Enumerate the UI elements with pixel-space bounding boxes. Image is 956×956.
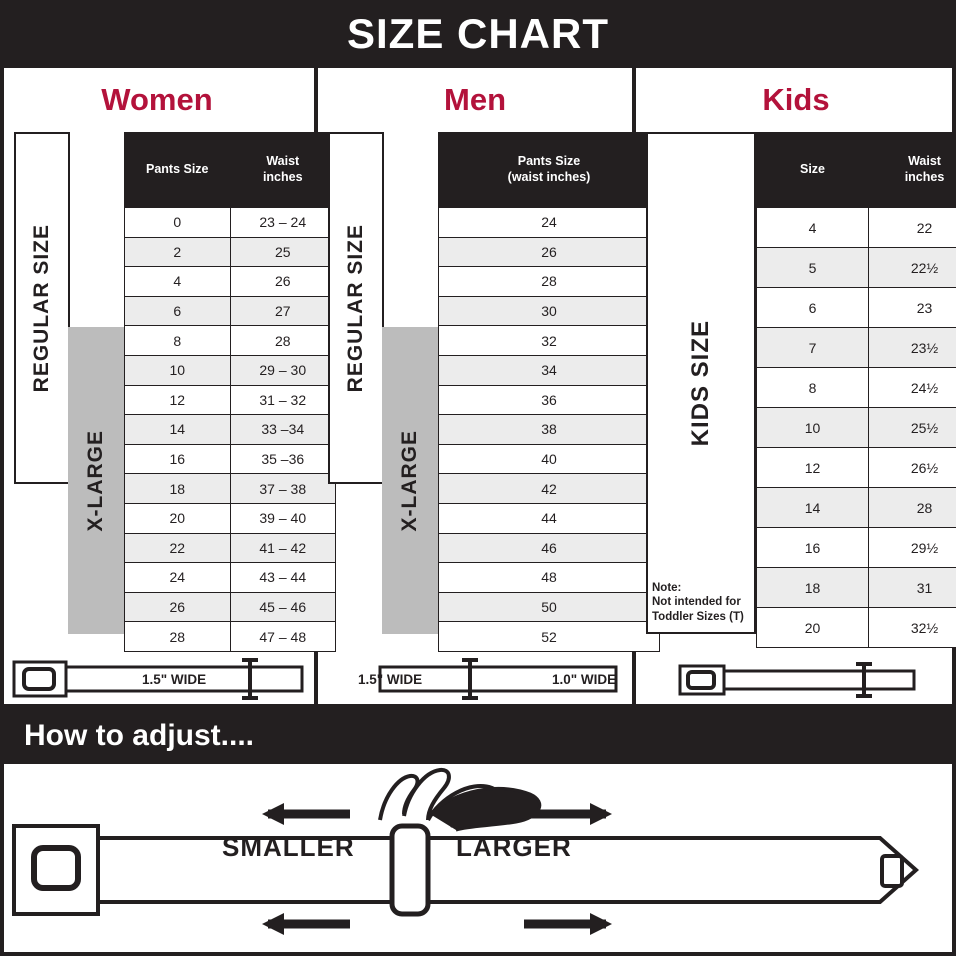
- cell: 26: [439, 237, 660, 267]
- kids-col-header-waist-line1: Waist: [908, 154, 941, 169]
- table-row: [125, 385, 336, 415]
- table-row: [757, 528, 956, 568]
- how-to-adjust-bar: [0, 708, 956, 764]
- table-row: [439, 237, 660, 267]
- kids-size-table: [756, 132, 956, 648]
- cell: 2: [125, 237, 231, 267]
- kids-heading: Kids: [762, 82, 830, 117]
- table-row: [439, 267, 660, 297]
- women-xlarge-band: [68, 327, 124, 634]
- cell: 36: [439, 385, 660, 415]
- men-table-wrap: [328, 132, 618, 645]
- women-belt-width-label: 1.5" WIDE: [142, 672, 207, 687]
- table-row: [757, 408, 956, 448]
- cell: 5: [757, 248, 869, 288]
- cell: 29 – 30: [230, 355, 336, 385]
- table-row: [439, 296, 660, 326]
- cell: 46: [439, 533, 660, 563]
- page-title: SIZE CHART: [347, 10, 609, 57]
- cell: 28: [439, 267, 660, 297]
- table-row: [125, 208, 336, 238]
- women-col-header-pants-size: Pants Size: [125, 133, 231, 208]
- table-row: [125, 563, 336, 593]
- table-row: [125, 474, 336, 504]
- cell: 14: [125, 415, 231, 445]
- cell: 27: [230, 296, 336, 326]
- cell: 35 –36: [230, 444, 336, 474]
- kids-note-line2: Not intended for: [652, 596, 741, 609]
- belt-icon: [676, 648, 956, 708]
- men-col-header-pants-size: [439, 133, 660, 208]
- cell: 32: [439, 326, 660, 356]
- men-col-header-line2: (waist inches): [507, 170, 591, 184]
- cell: 25½: [869, 408, 956, 448]
- table-row: [439, 533, 660, 563]
- women-column: [0, 68, 318, 704]
- table-row: [125, 622, 336, 652]
- cell: 6: [757, 288, 869, 328]
- table-row: [439, 444, 660, 474]
- men-heading: Men: [444, 82, 506, 117]
- men-xlarge-band: [382, 327, 438, 634]
- men-size-table: [438, 132, 660, 652]
- cell: 24: [125, 563, 231, 593]
- women-heading: Women: [101, 82, 213, 117]
- women-col-header-waist-line2: inches: [262, 170, 303, 184]
- cell: 22: [869, 208, 956, 248]
- table-row: [439, 415, 660, 445]
- cell: 44: [439, 503, 660, 533]
- men-regular-size-band: [328, 132, 384, 484]
- kids-belt-width-diagram: [552, 648, 956, 708]
- cell: 33 –34: [230, 415, 336, 445]
- cell: 18: [125, 474, 231, 504]
- table-row: [125, 237, 336, 267]
- table-row: [125, 296, 336, 326]
- table-row: [757, 448, 956, 488]
- women-regular-size-label: REGULAR SIZE: [30, 223, 53, 393]
- cell: 29½: [869, 528, 956, 568]
- larger-label: LARGER: [456, 832, 572, 862]
- cell: 8: [757, 368, 869, 408]
- cell: 22: [125, 533, 231, 563]
- how-to-adjust-body: [0, 764, 956, 948]
- table-row: [439, 355, 660, 385]
- table-row: [757, 568, 956, 608]
- cell: 26½: [869, 448, 956, 488]
- cell: 12: [125, 385, 231, 415]
- cell: 23 – 24: [230, 208, 336, 238]
- table-row: [439, 326, 660, 356]
- cell: 34: [439, 355, 660, 385]
- cell: 50: [439, 592, 660, 622]
- men-col-header-line1: Pants Size: [517, 154, 581, 169]
- cell: 7: [757, 328, 869, 368]
- cell: 25: [230, 237, 336, 267]
- women-table-wrap: [14, 132, 307, 645]
- cell: 31: [869, 568, 956, 608]
- cell: 8: [125, 326, 231, 356]
- charts-region: [0, 68, 956, 704]
- cell: 42: [439, 474, 660, 504]
- cell: 30: [439, 296, 660, 326]
- how-to-adjust-section: [0, 704, 956, 948]
- cell: 26: [230, 267, 336, 297]
- table-row: [439, 592, 660, 622]
- kids-note: [652, 581, 756, 624]
- table-row: [125, 503, 336, 533]
- table-row: [757, 488, 956, 528]
- cell: 40: [439, 444, 660, 474]
- table-row: [125, 326, 336, 356]
- cell: 41 – 42: [230, 533, 336, 563]
- cell: 10: [757, 408, 869, 448]
- cell: 28: [125, 622, 231, 652]
- cell: 31 – 32: [230, 385, 336, 415]
- men-column: [318, 68, 636, 704]
- table-row: [125, 592, 336, 622]
- kids-belt-width-label: 1.0" WIDE: [552, 672, 617, 687]
- cell: 22½: [869, 248, 956, 288]
- table-row: [757, 248, 956, 288]
- cell: 48: [439, 563, 660, 593]
- cell: 20: [757, 608, 869, 648]
- cell: 4: [125, 267, 231, 297]
- table-row: [439, 563, 660, 593]
- cell: 39 – 40: [230, 503, 336, 533]
- cell: 23: [869, 288, 956, 328]
- cell: 18: [757, 568, 869, 608]
- table-row: [125, 267, 336, 297]
- women-col-header-waist-line1: Waist: [266, 154, 300, 169]
- cell: 37 – 38: [230, 474, 336, 504]
- men-xlarge-label: X-LARGE: [398, 429, 421, 532]
- cell: 28: [869, 488, 956, 528]
- table-row: [757, 208, 956, 248]
- table-row: [757, 328, 956, 368]
- kids-note-line1: Note:: [652, 581, 682, 594]
- cell: 52: [439, 622, 660, 652]
- cell: 47 – 48: [230, 622, 336, 652]
- table-row: [125, 415, 336, 445]
- cell: 14: [757, 488, 869, 528]
- cell: 32½: [869, 608, 956, 648]
- table-row: [439, 503, 660, 533]
- kids-note-line3: Toddler Sizes (T): [652, 610, 744, 623]
- cell: 0: [125, 208, 231, 238]
- table-row: [439, 474, 660, 504]
- table-row: [439, 208, 660, 238]
- cell: 20: [125, 503, 231, 533]
- table-row: [757, 608, 956, 648]
- kids-col-header-size: Size: [757, 133, 869, 208]
- cell: 16: [125, 444, 231, 474]
- men-regular-size-label: REGULAR SIZE: [344, 223, 367, 393]
- women-xlarge-label: X-LARGE: [84, 429, 107, 532]
- cell: 23½: [869, 328, 956, 368]
- women-belt-width-diagram: [10, 648, 310, 708]
- table-row: [125, 355, 336, 385]
- kids-size-band: [646, 132, 756, 634]
- table-row: [757, 368, 956, 408]
- kids-table-wrap: [646, 132, 946, 634]
- table-row: [125, 444, 336, 474]
- cell: 24½: [869, 368, 956, 408]
- cell: 10: [125, 355, 231, 385]
- cell: 16: [757, 528, 869, 568]
- kids-size-label: KIDS SIZE: [687, 319, 714, 447]
- cell: 26: [125, 592, 231, 622]
- kids-col-header-waist: [869, 133, 956, 208]
- cell: 43 – 44: [230, 563, 336, 593]
- cell: 38: [439, 415, 660, 445]
- cell: 45 – 46: [230, 592, 336, 622]
- cell: 12: [757, 448, 869, 488]
- table-row: [439, 385, 660, 415]
- cell: 24: [439, 208, 660, 238]
- men-belt-width-label: 1.5" WIDE: [358, 672, 423, 687]
- cell: 4: [757, 208, 869, 248]
- kids-col-header-waist-line2: inches: [904, 170, 945, 184]
- cell: 6: [125, 296, 231, 326]
- women-size-table: [124, 132, 336, 652]
- smaller-label: SMALLER: [222, 832, 355, 862]
- page-title-bar: [0, 0, 956, 68]
- table-row: [757, 288, 956, 328]
- how-to-adjust-title: How to adjust....: [24, 719, 254, 752]
- table-row: [125, 533, 336, 563]
- cell: 28: [230, 326, 336, 356]
- table-row: [439, 622, 660, 652]
- women-regular-size-band: [14, 132, 70, 484]
- kids-column: [552, 68, 956, 704]
